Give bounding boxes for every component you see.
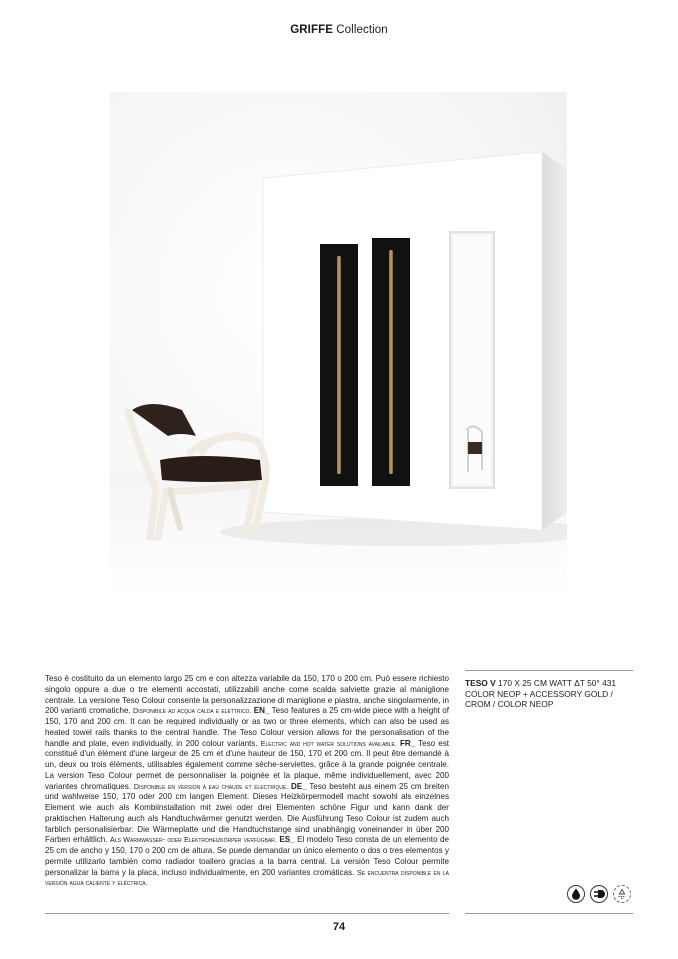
product-description xyxy=(45,674,449,889)
divider-right xyxy=(465,913,633,914)
electric-plug-icon xyxy=(590,885,608,903)
description-english: Teso features a 25 cm-wide piece with a height of 150, 170 and 200 cm. It can be required individually or as two or three elements, which can also be used as heated towel rails thanks to the central handle. The Teso Colour version allows for the personalisation of the handle and plate, even individually, in 200 colour variants. xyxy=(45,706,449,748)
radiator-left xyxy=(320,244,358,486)
brand-name: GRIFFE xyxy=(290,24,333,36)
spec-model: TESO V xyxy=(465,678,496,688)
collection-label: Collection xyxy=(336,24,388,36)
water-drop-icon xyxy=(567,885,585,903)
lang-code-de: DE_ xyxy=(291,781,307,791)
description-spanish: El modelo Teso consta de un elemento de 25 cm de ancho y 150, 170 o 200 cm de altura. Se puede demandar un único elemento o dos o tres elementos y permite utilizarlo también como radiador toallero gracias a la barra central. La versión Teso Colour permite personalizar la barra y la placa, incluso individualmente, en 200 variantes cromáticas. xyxy=(45,835,449,877)
spec-finish-2: CROM / COLOR NEOP xyxy=(465,699,554,710)
spec-dimensions: 170 X 25 CM WATT ΔT 50° 431 xyxy=(498,678,617,688)
recycle-icon xyxy=(613,885,631,903)
page-header xyxy=(0,24,678,36)
wall-side xyxy=(542,152,567,530)
spec-divider xyxy=(465,670,633,671)
availability-italian: Disponibile ad acqua calda e elettrico. xyxy=(133,706,252,716)
spec-finish-1: COLOR NEOP + ACCESSORY GOLD / xyxy=(465,688,613,699)
feature-icons xyxy=(567,885,631,903)
availability-french: Disponible en version à eau chaude et électrique. xyxy=(133,781,289,791)
availability-english: Electric and hot water solutions available. xyxy=(260,738,397,748)
divider-left xyxy=(45,913,449,914)
product-photo xyxy=(110,92,567,597)
page-number: 74 xyxy=(332,921,346,933)
description-italian: Teso è costituito da un elemento largo 25 cm e con altezza variabile da 150, 170 o 200 cm. Può essere richiesto singolo oppure a due o tre elementi accostati, utilizzabili anche come scalda salviette grazie al maniglione centrale. La versione Teso Colour consente la personalizzazione di maniglione e piastra, anche singolarmente, in 200 varianti cromatiche. xyxy=(45,674,449,716)
radiator-right xyxy=(372,238,410,486)
description-french: Teso est constitué d'un élément d'une largeur de 25 cm et d'une hauteur de 150, 170 et 200 cm. Il peut être demandé à un, deux ou trois éléments, utilisables également comme sèche-serviettes, grâce à la grande poignée centrale. La version Teso Colour permet de personnaliser la poignée et la plaque, même individuellement, avec 200 variantes chromatiques. xyxy=(45,738,449,791)
product-photo-illustration xyxy=(110,92,567,597)
availability-german: Als Warmwasser- oder Elektroheizkörper verfügbar. xyxy=(110,835,277,845)
lang-code-es: ES_ xyxy=(279,835,295,845)
lang-code-en: EN_ xyxy=(253,706,270,716)
description-german: Teso besteht aus einem 25 cm breiten und wahlweise 150, 170 oder 200 cm langen Element. Dieses Heizkörpermodell macht sowohl als einzelnes Element wie auch als Kombiinstallation mit zwei oder drei Elementen schöne Figur und kann dank der praktischen Halterung auch als Handtuchwärmer genutzt werden. Die Ausführung Teso Colour ist zudem auch farblich personalisierbar: Die Wärmeplatte und die Handtuchstange sind unabhängig voneinander in über 200 Farben erhältlich. xyxy=(45,781,449,845)
lang-code-fr: FR_ xyxy=(399,738,416,748)
wall-mirror xyxy=(450,232,494,488)
availability-spanish: Se encuentra disponible en la versión agua caliente y eléctrica. xyxy=(45,867,449,888)
product-specification xyxy=(465,678,635,710)
